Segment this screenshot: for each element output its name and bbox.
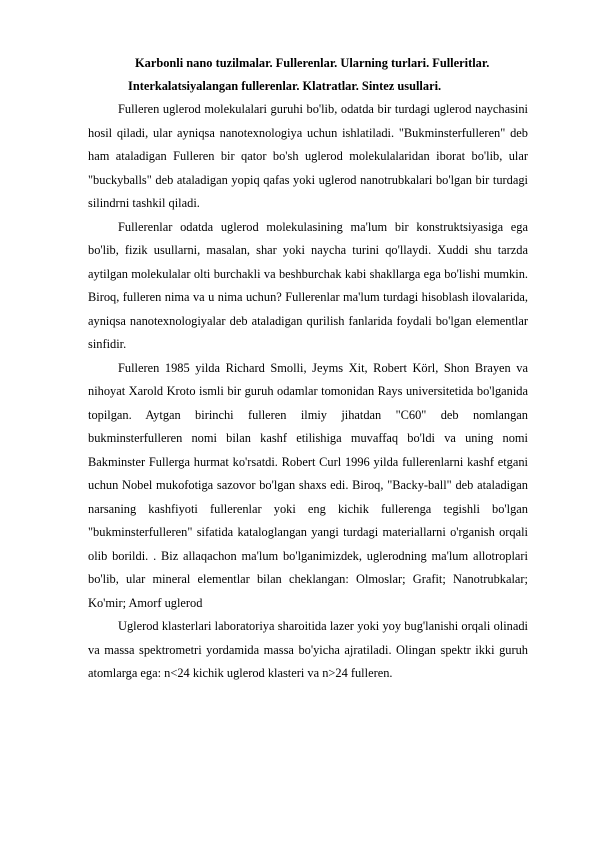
paragraph-fulleren-history: Fulleren 1985 yilda Richard Smolli, Jeyms Xit, Robert Körl, Shon Brayen va nihoyat Xarold Kroto ismli bir guruh odamlar tomonidan Rays universitetida bo'lganida topilgan. Aytgan birinchi fulleren ilmiy jihatdan "C60" deb nomlangan bukminsterfulleren nomi bilan kashf etilishiga muvaffaq bo'ldi va uning nomi Bakminster Fullerga hurmat ko'rsatdi. Robert Curl 1996 yilda fullerenlarni kashf etgani uchun Nobel mukofotiga sazovor bo'lgan shaxs edi. Biroq, "Backy-ball" deb ataladigan narsaning kashfiyoti fullerenlar yoki eng kichik fullerenga tegishli bo'lgan "bukminsterfulleren" sifatida kataloglangan yangi turdagi materiallarni o'rganish orqali olib borildi. . Biz allaqachon ma'lum bo'lganimizdek, uglerodning ma'lum allotroplari bo'lib, ular mineral elementlar bilan cheklangan: Olmoslar; Grafit; Nanotrubkalar; Ko'mir; Amorf uglerod (88, 360, 528, 610)
title-line-1: Karbonli nano tuzilmalar. Fullerenlar. Ularning turlari. Fulleritlar. (135, 56, 490, 70)
title-line-2: Interkalatsiyalangan fullerenlar. Klatratlar. Sintez usullari. (128, 79, 442, 93)
paragraph-fulleren-definition: Fulleren uglerod molekulalari guruhi bo'lib, odatda bir turdagi uglerod naychasini hosil qiladi, ular ayniqsa nanotexnologiya uchun ishlatiladi. "Bukminsterfulleren" deb ham ataladigan Fulleren bir qator bo'sh uglerod molekulalaridan iborat bo'lib, ular "buckyballs" deb ataladigan yopiq qafas yoki uglerod nanotrubkalari bo'lgan bir turdagi silindrni tashkil qiladi. (88, 102, 528, 210)
document-body (88, 98, 528, 686)
paragraph-carbon-clusters: Uglerod klasterlari laboratoriya sharoitida lazer yoki yoy bug'lanishi orqali olinadi va massa spektrometri yordamida massa bo'yicha ajratiladi. Olingan spektr ikki guruh atomlarga ega: n<24 kichik uglerod klasteri va n>24 fulleren. (88, 619, 528, 680)
document-title (0, 52, 596, 98)
paragraph-fulleren-structure: Fullerenlar odatda uglerod molekulasining ma'lum bir konstruktsiyasiga ega bo'lib, fizik usullarni, masalan, shar yoki naycha turini qo'llaydi. Xuddi shu tarzda aytilgan molekulalar olti burchakli va beshburchak kabi shakllarga ega bo'lishi mumkin. Biroq, fulleren nima va u nima uchun? Fullerenlar ma'lum turdagi hisoblash ilovalarida, ayniqsa nanotexnologiyalar deb ataladigan qurilish fanlarida foydali bo'lgan elementlar sinfidir. (88, 219, 528, 351)
